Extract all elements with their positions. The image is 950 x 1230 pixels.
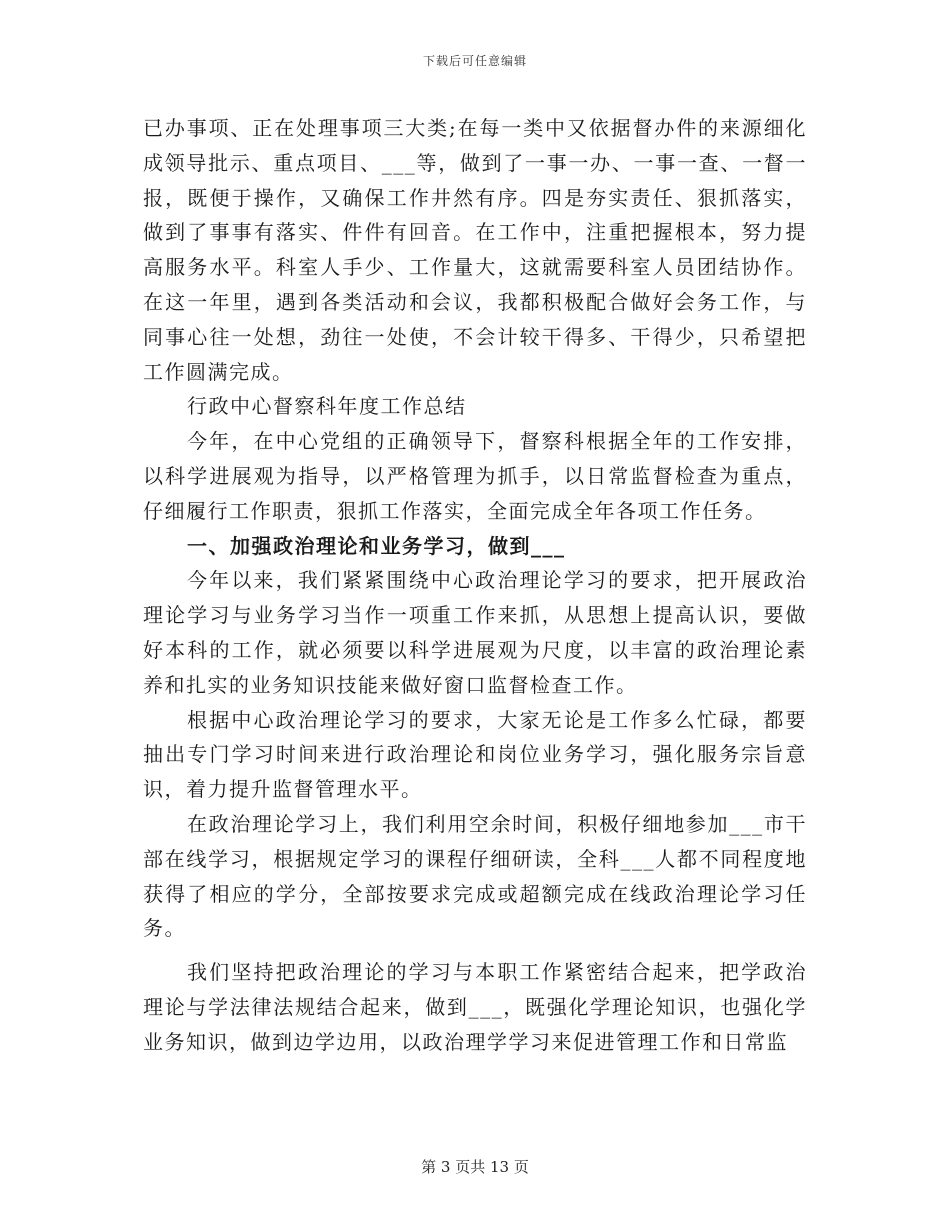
paragraph-study-requirements: 今年以来，我们紧紧围绕中心政治理论学习的要求，把开展政治理论学习与业务学习当作一项重工作来抓，从思想上提高认识，要做好本科的工作，就必须要以科学进展观为尺度，以丰富的政治理论素养和扎实的业务知识技能来做好窗口监督检查工作。 (143, 568, 807, 697)
paragraph-continuation: 已办事项、正在处理事项三大类;在每一类中又依据督办件的来源细化成领导批示、重点项目、___等，做到了一事一办、一事一查、一督一报，既便于操作，又确保工作井然有序。四是夯实责任、狠抓落实，做到了事事有落实、件件有回音。在工作中，注重把握根本，努力提高服务水平。科室人手少、工作量大，这就需要科室人员团结协作。在这一年里，遇到各类活动和会议，我都积极配合做好会务工作，与同事心往一处想，劲往一处使，不会计较干得多、干得少，只希望把工作圆满完成。 (143, 116, 807, 384)
page-number: 第 3 页共 13 页 (421, 1158, 529, 1176)
paragraph-theory-practice: 我们坚持把政治理论的学习与本职工作紧密结合起来，把学政治理论与学法律法规结合起来，做到___，既强化学理论知识，也强化学业务知识，做到边学边用，以政治理学学习来促进管理工作和日常监 (143, 960, 807, 1054)
document-title: 行政中心督察科年度工作总结 (187, 394, 467, 419)
download-note: 下载后可任意编辑 (422, 54, 527, 68)
paragraph-online-learning: 在政治理论学习上，我们利用空余时间，积极仔细地参加___市干部在线学习，根据规定学习的课程仔细研读，全科___人都不同程度地获得了相应的学分，全部按要求完成或超额完成在线政治理论学习任务。 (143, 811, 807, 941)
document-body (143, 111, 807, 1060)
paragraph-intro: 今年，在中心党组的正确领导下，督察科根据全年的工作安排，以科学进展观为指导，以严格管理为抓手，以日常监督检查为重点，仔细履行工作职责，狠抓工作落实，全面完成全年各项工作任务。 (143, 429, 807, 523)
section-heading: 一、加强政治理论和业务学习，做到___ (187, 533, 566, 558)
paragraph-study-time: 根据中心政治理论学习的要求，大家无论是工作多么忙碌，都要抽出专门学习时间来进行政治理论和岗位业务学习，强化服务宗旨意识，着力提升监督管理水平。 (143, 707, 807, 802)
